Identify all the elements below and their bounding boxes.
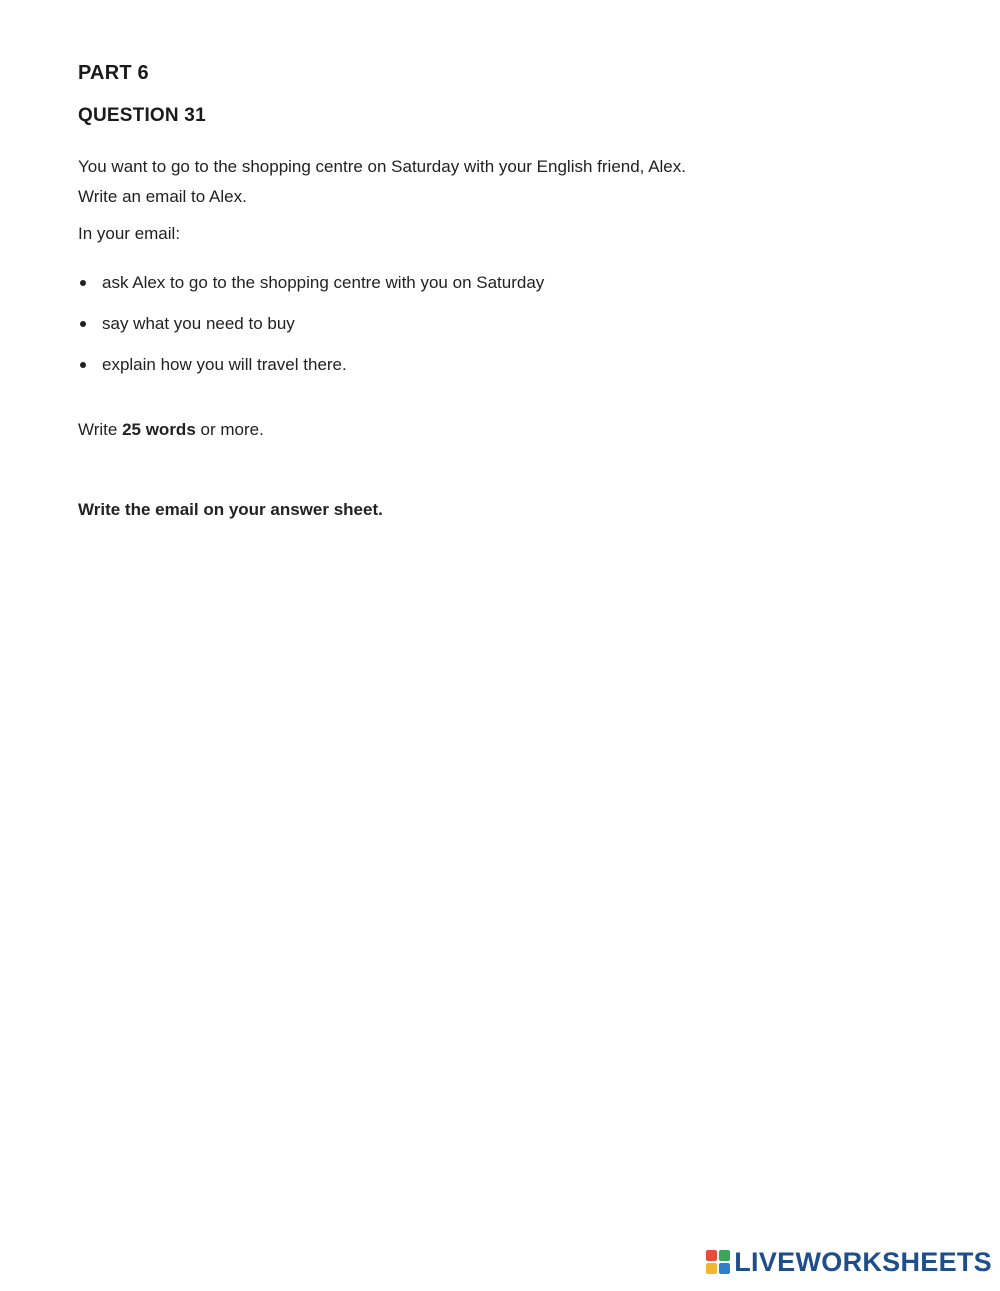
bullet-icon bbox=[80, 321, 86, 327]
bullet-icon bbox=[80, 280, 86, 286]
question-title: QUESTION 31 bbox=[78, 105, 206, 126]
word-count-suffix: or more. bbox=[195, 420, 264, 439]
liveworksheets-logo[interactable] bbox=[706, 1245, 992, 1279]
requirements-list bbox=[78, 262, 544, 385]
prompt-line: You want to go to the shopping centre on Saturday with your English friend, Alex. bbox=[78, 157, 686, 176]
logo-block bbox=[719, 1250, 730, 1261]
logo-block bbox=[706, 1250, 717, 1261]
liveworksheets-blocks-icon bbox=[706, 1250, 730, 1274]
list-item bbox=[78, 303, 544, 344]
email-intro: In your email: bbox=[78, 224, 181, 243]
part-title: PART 6 bbox=[78, 62, 149, 84]
prompt-line: Write an email to Alex. bbox=[78, 187, 247, 206]
list-item-text: ask Alex to go to the shopping centre with you on Saturday bbox=[102, 272, 545, 292]
list-item-text: say what you need to buy bbox=[102, 313, 295, 333]
word-count-prefix: Write bbox=[78, 420, 123, 439]
word-count-instruction bbox=[78, 420, 264, 440]
list-item-text: explain how you will travel there. bbox=[102, 354, 347, 374]
logo-text: LIVEWORKSHEETS bbox=[734, 1246, 992, 1277]
logo-block bbox=[706, 1263, 717, 1274]
list-item bbox=[78, 262, 544, 303]
logo-block bbox=[719, 1263, 730, 1274]
answer-sheet-note: Write the email on your answer sheet. bbox=[78, 500, 383, 519]
task-prompt bbox=[78, 152, 686, 212]
list-item bbox=[78, 344, 544, 385]
bullet-icon bbox=[80, 362, 86, 368]
word-count-bold: 25 words bbox=[122, 420, 196, 439]
